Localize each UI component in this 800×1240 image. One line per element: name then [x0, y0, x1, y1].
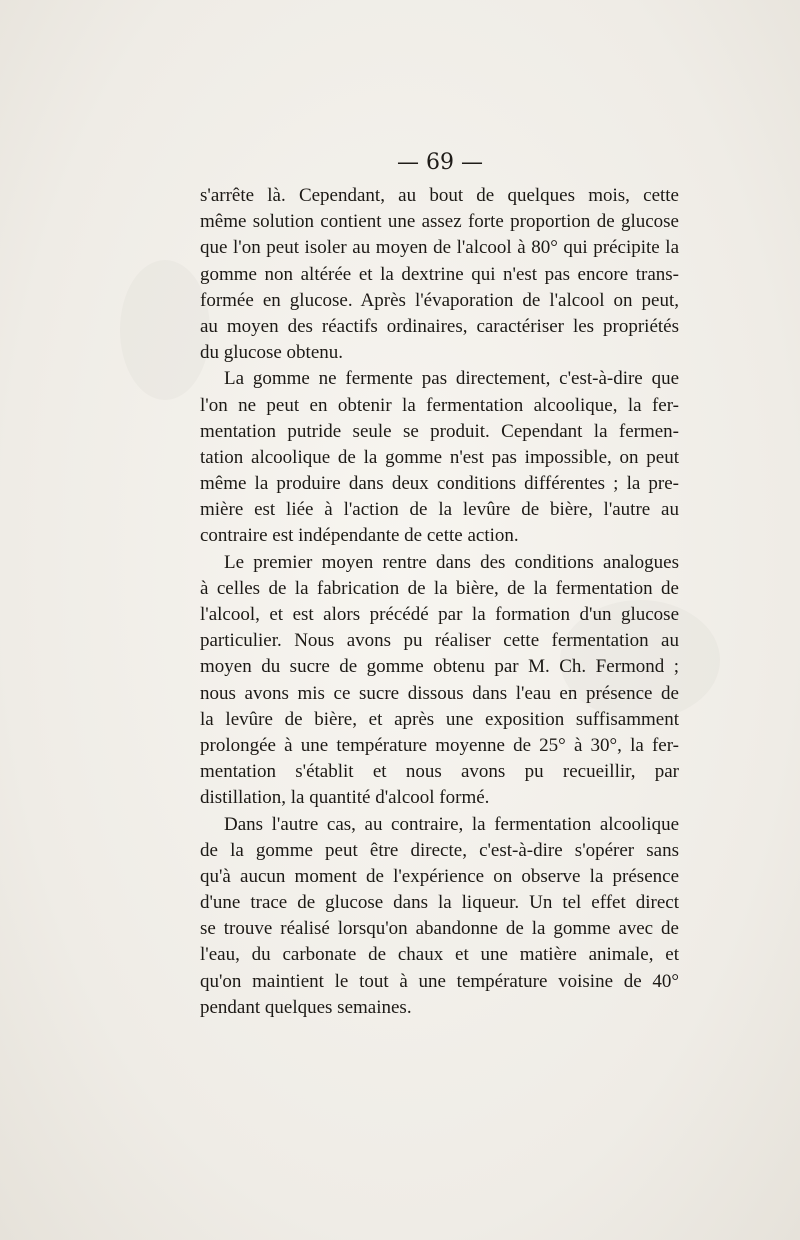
text-line: tation alcoolique de la gomme n'est pas impossible, on peut: [200, 446, 679, 468]
text-line: Dans l'autre cas, au contraire, la fermentation alcoolique: [224, 813, 679, 835]
text-line: même solution contient une assez forte proportion de glucose: [200, 211, 679, 233]
text-line: formée en glucose. Après l'évaporation de l'alcool on peut,: [200, 289, 679, 311]
text-line: au moyen des réactifs ordinaires, caractériser les propriétés: [200, 315, 679, 337]
text-line: l'eau, du carbonate de chaux et une matière animale, et: [200, 944, 679, 966]
text-line: mentation putride seule se produit. Cependant la fermen-: [200, 420, 679, 442]
text-line: contraire est indépendante de cette action.: [200, 525, 519, 547]
text-line: la levûre de bière, et après une exposition suffisamment: [200, 708, 679, 730]
text-line: mière est liée à l'action de la levûre de bière, l'autre au: [200, 499, 679, 521]
text-line: du glucose obtenu.: [200, 342, 344, 364]
text-line: que l'on peut isoler au moyen de l'alcool à 80° qui précipite la: [200, 237, 679, 259]
text-line: moyen du sucre de gomme obtenu par M. Ch. Fermond ;: [200, 656, 679, 678]
text-line: pendant quelques semaines.: [200, 996, 412, 1018]
text-line: gomme non altérée et la dextrine qui n'est pas encore trans-: [200, 263, 679, 285]
page-number: — 69 —: [397, 150, 483, 175]
text-line: particulier. Nous avons pu réaliser cette fermentation au: [200, 630, 679, 652]
text-line: mentation s'établit et nous avons pu recueillir, par: [200, 761, 679, 783]
text-line: nous avons mis ce sucre dissous dans l'eau en présence de: [200, 682, 679, 704]
text-line: d'une trace de glucose dans la liqueur. Un tel effet direct: [200, 892, 679, 914]
text-line: s'arrête là. Cependant, au bout de quelques mois, cette: [200, 185, 679, 206]
text-line: La gomme ne fermente pas directement, c'est-à-dire que: [224, 368, 679, 390]
text-line: Le premier moyen rentre dans des conditions analogues: [224, 551, 679, 573]
text-line: l'on ne peut en obtenir la fermentation alcoolique, la fer-: [200, 394, 679, 416]
text-line: distillation, la quantité d'alcool formé.: [200, 787, 490, 809]
text-line: de la gomme peut être directe, c'est-à-dire s'opérer sans: [200, 839, 679, 861]
text-line: prolongée à une température moyenne de 25° à 30°, la fer-: [200, 734, 679, 756]
text-line: à celles de la fabrication de la bière, de la fermentation de: [200, 577, 679, 599]
text-line: même la produire dans deux conditions différentes ; la pre-: [200, 473, 679, 495]
text-line: qu'à aucun moment de l'expérience on observe la présence: [200, 865, 679, 887]
text-line: se trouve réalisé lorsqu'on abandonne de la gomme avec de: [200, 918, 679, 940]
paper-stain: [120, 260, 210, 400]
text-line: l'alcool, et est alors précédé par la formation d'un glucose: [200, 604, 679, 625]
text-line: qu'on maintient le tout à une température voisine de 40°: [200, 970, 679, 992]
body-text: [200, 183, 679, 1021]
